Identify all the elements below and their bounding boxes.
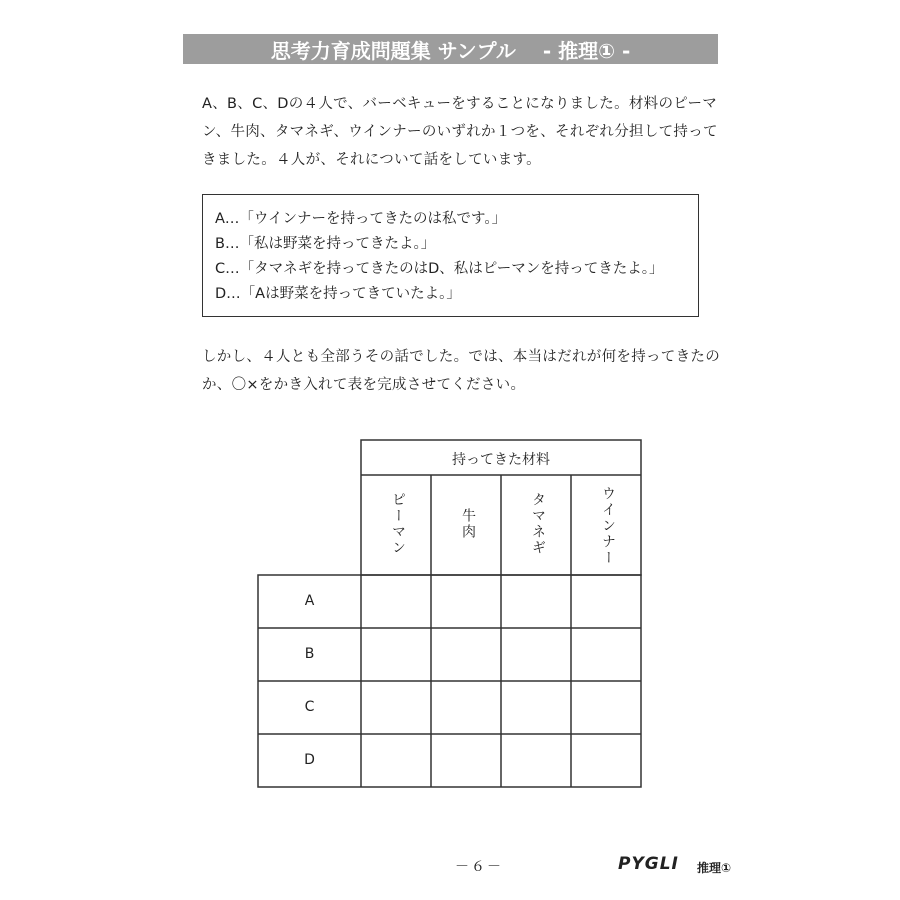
page-title: 思考力育成問題集 サンプル - 推理① - <box>183 34 718 64</box>
statement-b: B…「私は野菜を持ってきたよ。」 <box>215 236 436 252</box>
footer-section-tag: 推理① <box>697 861 732 875</box>
column-header-wiener: ウインナー <box>600 486 616 566</box>
question-text: しかし、４人とも全部うその話でした。では、本当はだれが何を持ってきたのか、〇×をかき入れて表を完成させてください。 <box>202 349 720 393</box>
row-header-a: A <box>304 593 315 609</box>
answer-cell-b-1[interactable] <box>363 630 429 679</box>
answer-cell-b-3[interactable] <box>503 630 569 679</box>
answer-cell-b-2[interactable] <box>433 630 499 679</box>
statement-c: C…「タマネギを持ってきたのはD、私はピーマンを持ってきたよ。」 <box>215 261 664 277</box>
answer-cell-a-4[interactable] <box>573 577 639 626</box>
answer-cell-d-3[interactable] <box>503 736 569 785</box>
row-header-d: D <box>304 752 315 768</box>
answer-cell-c-3[interactable] <box>503 683 569 732</box>
statement-a: A…「ウインナーを持ってきたのは私です。」 <box>215 211 507 227</box>
answer-cell-a-2[interactable] <box>433 577 499 626</box>
answer-cell-d-2[interactable] <box>433 736 499 785</box>
row-header-b: B <box>304 646 315 662</box>
statement-d: D…「Aは野菜を持ってきていたよ。」 <box>215 286 461 302</box>
problem-intro: A、B、C、Dの４人で、バーベキューをすることになりました。材料のピーマン、牛肉、タマネギ、ウインナーのいずれか１つを、それぞれ分担して持ってきました。４人が、それについて話をしています。 <box>202 96 718 168</box>
table-header: 持ってきた材料 <box>452 452 550 468</box>
statements-box <box>202 194 699 317</box>
column-header-gyuniku: 牛肉 <box>460 508 476 540</box>
answer-cell-a-3[interactable] <box>503 577 569 626</box>
answer-cell-c-1[interactable] <box>363 683 429 732</box>
row-header-c: C <box>304 699 315 715</box>
answer-cell-d-1[interactable] <box>363 736 429 785</box>
column-header-tamanegi: タマネギ <box>530 492 546 556</box>
answer-cell-d-4[interactable] <box>573 736 639 785</box>
pygli-logo: PYGLI <box>618 854 679 874</box>
page-number: －６－ <box>455 859 503 875</box>
answer-cell-b-4[interactable] <box>573 630 639 679</box>
answer-cell-c-4[interactable] <box>573 683 639 732</box>
answer-cell-c-2[interactable] <box>433 683 499 732</box>
column-header-piman: ピーマン <box>390 492 406 556</box>
answer-cell-a-1[interactable] <box>363 577 429 626</box>
